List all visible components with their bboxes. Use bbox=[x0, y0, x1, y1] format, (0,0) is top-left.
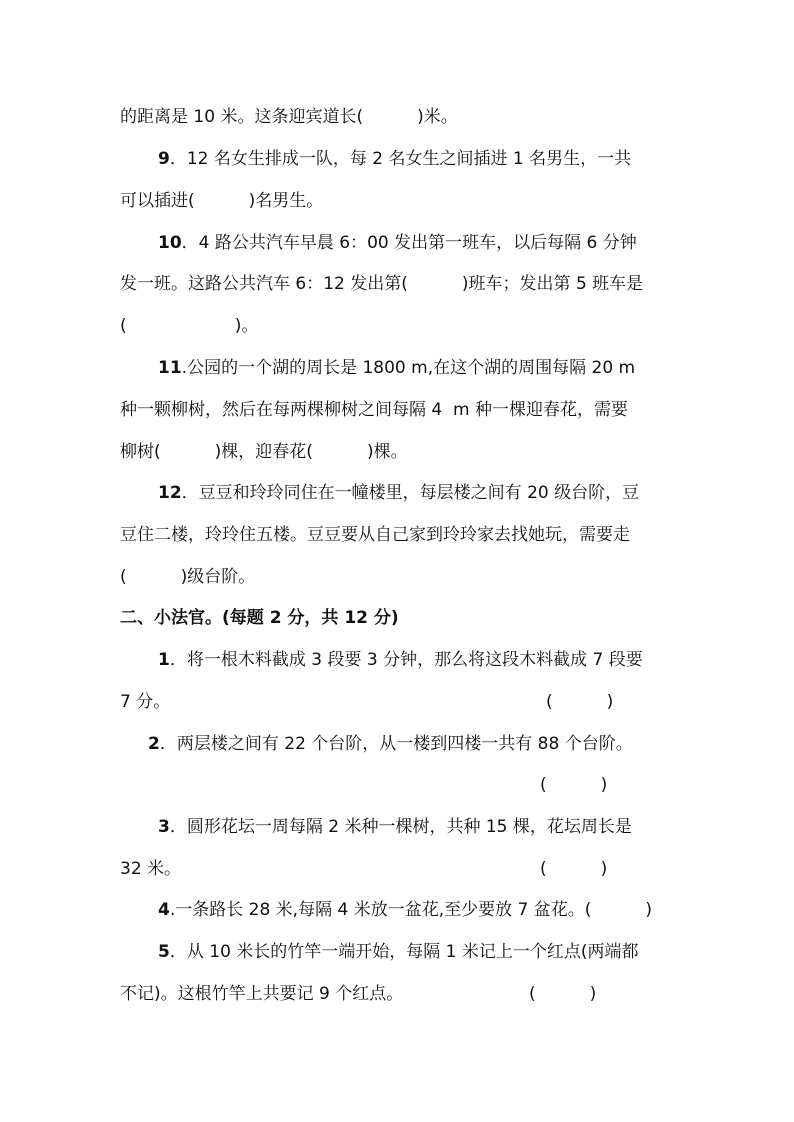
q10-text1: ．4 路公共汽车早晨 6：00 发出第一班车，以后每隔 6 分钟 bbox=[181, 233, 637, 253]
q11-text1: .公园的一个湖的周长是 1800 m,在这个湖的周围每隔 20 m bbox=[181, 358, 636, 378]
q11-line1 bbox=[158, 356, 635, 380]
judge-item-3-text1: ．圆形花坛一周每隔 2 米种一棵树，共种 15 棵，花坛周长是 bbox=[169, 817, 632, 837]
judge-item-4-text1: .一条路长 28 米,每隔 4 米放一盆花,至少要放 7 盆花。( ) bbox=[169, 900, 653, 920]
judge-item-1-answer-paren[interactable]: ( ) bbox=[546, 692, 614, 712]
q11-line2: 种一颗柳树，然后在每两棵柳树之间每隔 4 m 种一棵迎春花，需要 bbox=[120, 400, 628, 420]
judge-item-5-line1 bbox=[158, 940, 639, 964]
judge-item-3-number: 3 bbox=[158, 817, 170, 837]
judge-item-2-answer-paren[interactable]: ( ) bbox=[540, 775, 608, 795]
q12-line2: 豆住二楼，玲玲住五楼。豆豆要从自己家到玲玲家去找她玩，需要走 bbox=[120, 525, 630, 545]
q12-line3: ( )级台阶。 bbox=[120, 567, 256, 587]
judge-item-2-text1: ．两层楼之间有 22 个台阶，从一楼到四楼一共有 88 个台阶。 bbox=[159, 734, 633, 754]
q9-text1: ．12 名女生排成一队，每 2 名女生之间插进 1 名男生，一共 bbox=[169, 149, 632, 169]
q9-number: 9 bbox=[158, 149, 170, 169]
q12-text1: ．豆豆和玲玲同住在一幢楼里，每层楼之间有 20 级台阶，豆 bbox=[181, 483, 640, 503]
judge-item-1-number: 1 bbox=[158, 650, 170, 670]
q10-line3: ( )。 bbox=[120, 316, 259, 336]
q10-line2: 发一班。这路公共汽车 6：12 发出第( )班车；发出第 5 班车是 bbox=[120, 274, 644, 294]
judge-item-3-line1 bbox=[158, 815, 632, 839]
judge-item-3-line2: 32 米。 bbox=[120, 859, 182, 879]
judge-item-4-line1 bbox=[158, 898, 652, 922]
q11-line3: 柳树( )棵，迎春花( )棵。 bbox=[120, 442, 408, 462]
q8-tail-line: 的距离是 10 米。这条迎宾道长( )米。 bbox=[120, 107, 458, 127]
q11-number: 11 bbox=[158, 358, 182, 378]
judge-item-3-answer-paren[interactable]: ( ) bbox=[540, 859, 608, 879]
judge-item-5-number: 5 bbox=[158, 942, 170, 962]
judge-item-1-text1: ．将一根木料截成 3 段要 3 分钟，那么将这段木料截成 7 段要 bbox=[169, 650, 643, 670]
q10-line1 bbox=[158, 231, 637, 255]
judge-item-2-number: 2 bbox=[148, 734, 160, 754]
q12-line1 bbox=[158, 481, 639, 505]
section2-heading: 二、小法官。(每题 2 分，共 12 分) bbox=[120, 608, 399, 628]
judge-item-5-line2: 不记)。这根竹竿上共要记 9 个红点。 bbox=[120, 984, 404, 1004]
judge-item-4-number: 4 bbox=[158, 900, 170, 920]
q9-line1 bbox=[158, 147, 631, 171]
q10-number: 10 bbox=[158, 233, 182, 253]
judge-item-1-line1 bbox=[158, 648, 643, 672]
judge-item-2-line1 bbox=[148, 732, 633, 756]
judge-item-1-line2: 7 分。 bbox=[120, 692, 171, 712]
judge-item-5-text1: ．从 10 米长的竹竿一端开始，每隔 1 米记上一个红点(两端都 bbox=[169, 942, 639, 962]
q9-line2: 可以插进( )名男生。 bbox=[120, 191, 324, 211]
judge-item-5-answer-paren[interactable]: ( ) bbox=[529, 984, 597, 1004]
q12-number: 12 bbox=[158, 483, 182, 503]
